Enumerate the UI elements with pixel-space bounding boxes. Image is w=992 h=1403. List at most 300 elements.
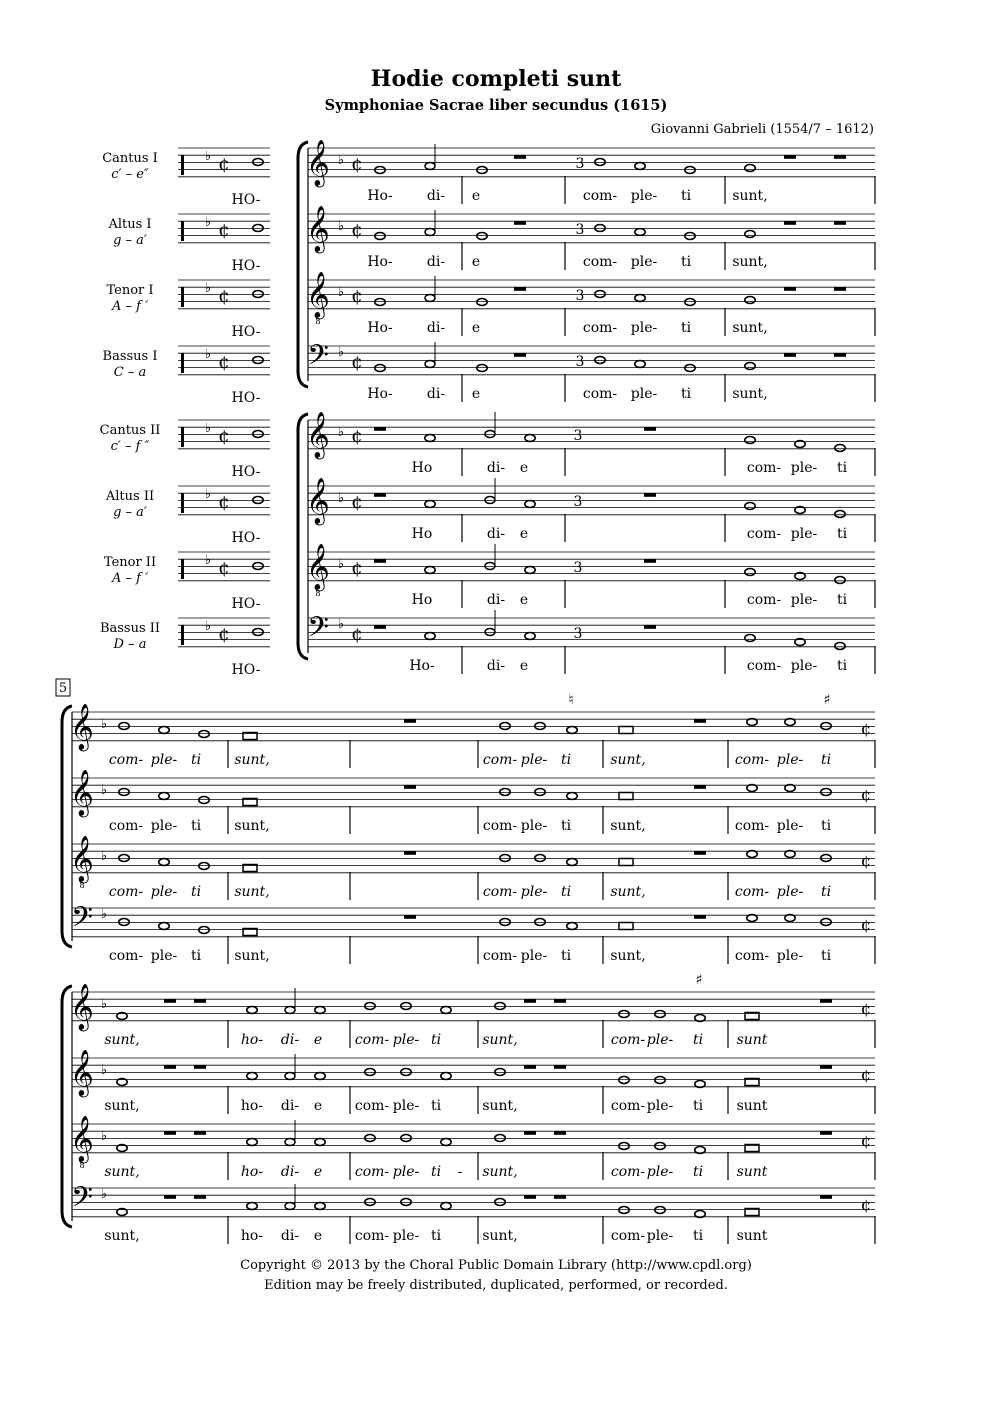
key-flat-icon: ♭ [337, 617, 345, 632]
lyric-syllable: ti [692, 1164, 704, 1180]
rest [194, 1131, 206, 1135]
note [567, 793, 577, 800]
note [655, 1011, 665, 1018]
rest [834, 287, 846, 291]
voice-name: Bassus II [99, 621, 161, 636]
rest [164, 1195, 176, 1199]
rest [644, 625, 656, 629]
lyric-syllable: com- [108, 948, 144, 964]
rest [554, 1065, 566, 1069]
treble-clef-icon: 𝄞 [306, 412, 330, 458]
time-signature: ¢ [860, 1131, 872, 1150]
lyric-syllable: e [471, 254, 481, 270]
lyric-syllable: ti [190, 818, 202, 834]
footer [0, 1256, 992, 1296]
flat-icon: ♭ [204, 215, 212, 230]
key-flat-icon: ♭ [337, 491, 345, 506]
time-signature: ¢ [860, 915, 872, 934]
lyric-syllable: sunt, [482, 1164, 518, 1180]
note [315, 1073, 325, 1080]
measure-number: 5 [58, 681, 68, 696]
old-clef-icon [181, 353, 184, 373]
lyric-syllable: com- [482, 818, 518, 834]
lyric-syllable: ti [190, 948, 202, 964]
note [159, 727, 169, 734]
bass-clef-icon: 𝄢 [307, 339, 329, 379]
staff [308, 214, 875, 243]
note [525, 501, 535, 508]
lyric-syllable: Ho [411, 460, 433, 476]
rest [644, 559, 656, 563]
sharp-icon: ♯ [695, 972, 703, 988]
composer-credit: Giovanni Gabrieli (1554/7 – 1612) [650, 122, 874, 137]
rest [374, 493, 386, 497]
lyric-syllable: ti [680, 386, 692, 402]
note [525, 633, 535, 640]
rest [644, 493, 656, 497]
rest [820, 999, 832, 1003]
voice-range: D – a [113, 637, 147, 652]
lyric-syllable: com- [582, 254, 618, 270]
lyric-syllable: ple- [630, 254, 658, 270]
lyric-syllable: com- [610, 1164, 646, 1180]
flat-icon: ♭ [204, 281, 212, 296]
note [285, 1073, 295, 1080]
note [247, 1073, 257, 1080]
lyric-syllable: ho- [240, 1164, 264, 1180]
lyric-syllable: ti [836, 460, 848, 476]
flat-icon: ♭ [204, 553, 212, 568]
octave-marker: 8 [79, 881, 85, 890]
treble-clef-icon: 𝄞 [306, 272, 330, 318]
staff [72, 1058, 875, 1087]
rest [554, 1131, 566, 1135]
rest [514, 353, 526, 357]
rest [514, 287, 526, 291]
time-signature: ¢ [860, 999, 872, 1018]
voice-range: g – a′ [113, 505, 147, 520]
rest [164, 1065, 176, 1069]
time-signature: ¢ [860, 719, 872, 738]
note [285, 1007, 295, 1014]
proportion-mark: 3 [575, 354, 585, 370]
note [441, 1007, 451, 1014]
lyric-syllable: Ho- [367, 188, 393, 204]
rest [194, 1195, 206, 1199]
staff [308, 486, 875, 515]
lyric-syllable: sunt [736, 1164, 768, 1180]
time-signature: ¢ [351, 286, 363, 307]
lyric-syllable: ti [692, 1228, 704, 1244]
note [425, 435, 435, 442]
rest [164, 1131, 176, 1135]
lyric-syllable: sunt, [732, 386, 768, 402]
lyric-syllable: com- [610, 1032, 646, 1048]
note [159, 793, 169, 800]
note [635, 295, 645, 302]
lyric-syllable: sunt, [482, 1032, 518, 1048]
note [567, 859, 577, 866]
voice-name: Tenor I [106, 283, 154, 298]
incipit-syllable: HO- [231, 662, 261, 678]
rest [524, 999, 536, 1003]
lyric-syllable: com- [108, 884, 144, 900]
key-flat-icon: ♭ [337, 345, 345, 360]
voice-range: g – a′ [113, 233, 147, 248]
lyric-syllable: com- [354, 1228, 390, 1244]
lyric-syllable: sunt, [482, 1098, 518, 1114]
key-flat-icon: ♭ [337, 557, 345, 572]
lyric-syllable: di- [280, 1098, 300, 1114]
lyric-syllable: com- [734, 752, 770, 768]
lyric-syllable: sunt, [610, 818, 646, 834]
lyric-syllable: di- [280, 1032, 300, 1048]
lyric-syllable: e [313, 1164, 323, 1180]
key-flat-icon: ♭ [337, 153, 345, 168]
rest [404, 785, 416, 789]
rest [194, 999, 206, 1003]
note [835, 445, 845, 452]
rest [164, 999, 176, 1003]
copyright-text: Copyright © 2013 by the Choral Public Domain Library (http://www.cpdl.org) [240, 1258, 752, 1273]
proportion-mark: 3 [575, 288, 585, 304]
note [199, 731, 209, 738]
lyric-syllable: Ho- [367, 254, 393, 270]
note [525, 567, 535, 574]
lyric-syllable: ti [430, 1032, 442, 1048]
rest [404, 915, 416, 919]
lyric-syllable: com- [482, 884, 518, 900]
note [745, 165, 755, 172]
lyric-syllable: com- [746, 592, 782, 608]
lyric-syllable: com- [482, 752, 518, 768]
key-flat-icon: ♭ [337, 425, 345, 440]
flat-icon: ♭ [204, 619, 212, 634]
bass-clef-icon: 𝄢 [71, 1181, 93, 1221]
rest [834, 353, 846, 357]
time-signature: ¢ [351, 492, 363, 513]
lyric-syllable: Ho- [367, 320, 393, 336]
staff [72, 992, 875, 1021]
note [159, 859, 169, 866]
lyric-syllable: com- [746, 526, 782, 542]
lyric-syllable: ple- [392, 1032, 420, 1048]
lyric-syllable: ple- [630, 320, 658, 336]
lyric-syllable: ti [820, 752, 832, 768]
rest [404, 851, 416, 855]
treble-clef-icon: 𝄞 [70, 836, 94, 882]
lyric-syllable: ti [190, 752, 202, 768]
lyric-syllable: com- [746, 460, 782, 476]
treble-clef-icon: 𝄞 [70, 984, 94, 1030]
lyric-syllable: sunt, [732, 188, 768, 204]
lyric-syllable: com- [746, 658, 782, 674]
voice-name: Altus II [105, 489, 155, 504]
bass-clef-icon: 𝄢 [307, 611, 329, 651]
voice-range: c′ – e″ [111, 167, 149, 182]
treble-clef-icon: 𝄞 [70, 704, 94, 750]
score-subtitle: Symphoniae Sacrae liber secundus (1615) [324, 97, 668, 114]
lyric-syllable: ple- [150, 948, 178, 964]
time-signature: ¢ [218, 492, 230, 513]
lyric-syllable: ple- [646, 1164, 674, 1180]
time-signature: ¢ [218, 426, 230, 447]
note [425, 229, 435, 236]
lyric-syllable: ple- [646, 1228, 674, 1244]
lyric-syllable: sunt, [234, 752, 270, 768]
note [315, 1203, 325, 1210]
rest [784, 287, 796, 291]
lyric-syllable: ti [692, 1032, 704, 1048]
lyric-syllable: ple- [520, 818, 548, 834]
lyric-syllable: sunt, [482, 1228, 518, 1244]
lyric-syllable: com- [354, 1098, 390, 1114]
lyric-syllable: sunt, [732, 320, 768, 336]
lyric-syllable: di- [486, 658, 506, 674]
lyric-syllable: di- [426, 254, 446, 270]
license-text: Edition may be freely distributed, duplicated, performed, or recorded. [264, 1278, 728, 1293]
lyric-syllable: ti [430, 1098, 442, 1114]
rest [644, 427, 656, 431]
staff [308, 618, 875, 647]
lyric-syllable: di- [426, 386, 446, 402]
voice-name: Cantus I [102, 151, 158, 166]
rest [514, 221, 526, 225]
lyric-syllable: ti [836, 592, 848, 608]
lyric-syllable: ti [836, 658, 848, 674]
lyric-syllable: ple- [646, 1032, 674, 1048]
note [199, 927, 209, 934]
lyric-syllable: ple- [630, 386, 658, 402]
note [835, 577, 845, 584]
rest [554, 1195, 566, 1199]
old-clef-icon [181, 287, 184, 307]
note [441, 1139, 451, 1146]
note [635, 163, 645, 170]
lyric-syllable: Ho [411, 526, 433, 542]
note [635, 361, 645, 368]
octave-marker: 8 [315, 317, 321, 326]
treble-clef-icon: 𝄞 [306, 140, 330, 186]
lyric-syllable: e [519, 658, 529, 674]
old-clef-icon [181, 493, 184, 513]
lyric-syllable: sunt, [610, 884, 646, 900]
lyric-syllable: e [313, 1032, 323, 1048]
treble-clef-icon: 𝄞 [306, 544, 330, 590]
flat-icon: ♭ [204, 487, 212, 502]
staff [72, 1124, 875, 1153]
rest [784, 221, 796, 225]
lyric-syllable: com- [610, 1228, 646, 1244]
time-signature: ¢ [351, 220, 363, 241]
lyric-syllable: e [519, 526, 529, 542]
note [745, 231, 755, 238]
lyric-syllable: sunt, [234, 818, 270, 834]
lyric-syllable: ple- [150, 752, 178, 768]
lyric-syllable: ple- [776, 948, 804, 964]
time-signature: ¢ [218, 154, 230, 175]
lyric-syllable: com- [582, 188, 618, 204]
key-flat-icon: ♭ [100, 907, 108, 922]
note [619, 1011, 629, 1018]
lyric-syllable: com- [582, 386, 618, 402]
lyric-syllable: ti [680, 254, 692, 270]
note [199, 797, 209, 804]
lyric-syllable: Ho- [367, 386, 393, 402]
flat-icon: ♭ [204, 421, 212, 436]
key-flat-icon: ♭ [100, 1187, 108, 1202]
lyric-syllable: ho- [240, 1228, 264, 1244]
lyric-syllable: ti [820, 818, 832, 834]
note [425, 633, 435, 640]
incipit-syllable: HO- [231, 324, 261, 340]
lyric-syllable: e [471, 386, 481, 402]
time-signature: ¢ [351, 426, 363, 447]
lyric-syllable: ple- [790, 658, 818, 674]
lyric-syllable: ple- [150, 884, 178, 900]
note [247, 1007, 257, 1014]
voice-range: A – f ′ [111, 571, 149, 586]
lyric-syllable: Ho [411, 592, 433, 608]
lyric-syllable: ti [820, 884, 832, 900]
lyric-syllable: sunt, [234, 884, 270, 900]
proportion-mark: 3 [573, 626, 583, 642]
lyric-syllable: ti [820, 948, 832, 964]
staff [72, 908, 875, 937]
time-signature: ¢ [860, 1195, 872, 1214]
rest [524, 1131, 536, 1135]
lyric-syllable: com- [354, 1164, 390, 1180]
treble-clef-icon: 𝄞 [70, 1050, 94, 1096]
key-flat-icon: ♭ [100, 997, 108, 1012]
rest [694, 851, 706, 855]
note [635, 229, 645, 236]
lyric-syllable: com- [610, 1098, 646, 1114]
breve-note [619, 923, 633, 930]
rest [784, 353, 796, 357]
treble-clef-icon: 𝄞 [306, 478, 330, 524]
lyric-syllable: ple- [392, 1164, 420, 1180]
proportion-mark: 3 [575, 156, 585, 172]
lyric-syllable: ti [430, 1164, 442, 1180]
incipit-syllable: HO- [231, 596, 261, 612]
note [525, 435, 535, 442]
lyric-syllable: di- [486, 592, 506, 608]
lyric-syllable: e [519, 592, 529, 608]
lyric-syllable: com- [582, 320, 618, 336]
lyric-syllable: e [313, 1098, 323, 1114]
lyric-syllable: ti [692, 1098, 704, 1114]
bass-clef-icon: 𝄢 [71, 901, 93, 941]
lyric-syllable: di- [426, 320, 446, 336]
key-flat-icon: ♭ [100, 1129, 108, 1144]
rest [374, 427, 386, 431]
voice-name: Bassus I [102, 349, 158, 364]
voice-name: Cantus II [99, 423, 161, 438]
lyric-syllable: ti [560, 884, 572, 900]
key-flat-icon: ♭ [337, 219, 345, 234]
lyric-syllable: e [471, 320, 481, 336]
voice-range: C – a [113, 365, 147, 380]
note [745, 437, 755, 444]
time-signature: ¢ [218, 220, 230, 241]
rest [834, 221, 846, 225]
lyric-syllable: di- [486, 460, 506, 476]
lyric-syllable: sunt [736, 1032, 768, 1048]
lyric-syllable: ple- [790, 460, 818, 476]
rest [834, 155, 846, 159]
lyric-syllable: com- [734, 818, 770, 834]
lyric-syllable: di- [486, 526, 506, 542]
rest [554, 999, 566, 1003]
incipit-syllable: HO- [231, 258, 261, 274]
key-flat-icon: ♭ [100, 717, 108, 732]
rest [524, 1195, 536, 1199]
lyric-syllable: sunt, [104, 1228, 140, 1244]
staff [308, 280, 875, 309]
time-signature: ¢ [860, 1065, 872, 1084]
staff [308, 552, 875, 581]
voice-range: c′ – f ″ [110, 439, 150, 454]
lyric-syllable: sunt, [610, 752, 646, 768]
incipit-syllable: HO- [231, 464, 261, 480]
lyric-syllable: e [471, 188, 481, 204]
score-title: Hodie completi sunt [370, 66, 622, 92]
note [425, 567, 435, 574]
voice-name: Tenor II [103, 555, 157, 570]
incipit-syllable: HO- [231, 530, 261, 546]
note [315, 1139, 325, 1146]
old-clef-icon [181, 559, 184, 579]
lyric-syllable: ti [430, 1228, 442, 1244]
lyric-syllable: sunt, [104, 1098, 140, 1114]
rest [514, 155, 526, 159]
time-signature: ¢ [860, 851, 872, 870]
rest [820, 1195, 832, 1199]
natural-icon: ♮ [568, 692, 574, 708]
note [425, 361, 435, 368]
rest [694, 719, 706, 723]
proportion-mark: 3 [573, 560, 583, 576]
lyric-syllable: com- [734, 884, 770, 900]
staff [308, 148, 875, 177]
note [745, 635, 755, 642]
lyric-syllable: ti [560, 818, 572, 834]
note [285, 1203, 295, 1210]
rest [524, 1065, 536, 1069]
old-clef-icon [181, 221, 184, 241]
rest [694, 915, 706, 919]
rest [374, 559, 386, 563]
lyric-syllable: com- [482, 948, 518, 964]
octave-marker: 8 [79, 1161, 85, 1170]
octave-marker: 8 [315, 589, 321, 598]
lyric-syllable: ti [560, 752, 572, 768]
note [315, 1007, 325, 1014]
sharp-icon: ♯ [823, 692, 831, 708]
treble-clef-icon: 𝄞 [70, 770, 94, 816]
lyric-syllable: ple- [520, 948, 548, 964]
lyric-syllable: ti [680, 320, 692, 336]
lyric-syllable: sunt, [610, 948, 646, 964]
lyric-syllable: sunt, [732, 254, 768, 270]
staff [308, 420, 875, 449]
time-signature: ¢ [860, 785, 872, 804]
lyric-syllable: ti [680, 188, 692, 204]
treble-clef-icon: 𝄞 [70, 1116, 94, 1162]
lyric-syllable: com- [108, 818, 144, 834]
note [425, 501, 435, 508]
